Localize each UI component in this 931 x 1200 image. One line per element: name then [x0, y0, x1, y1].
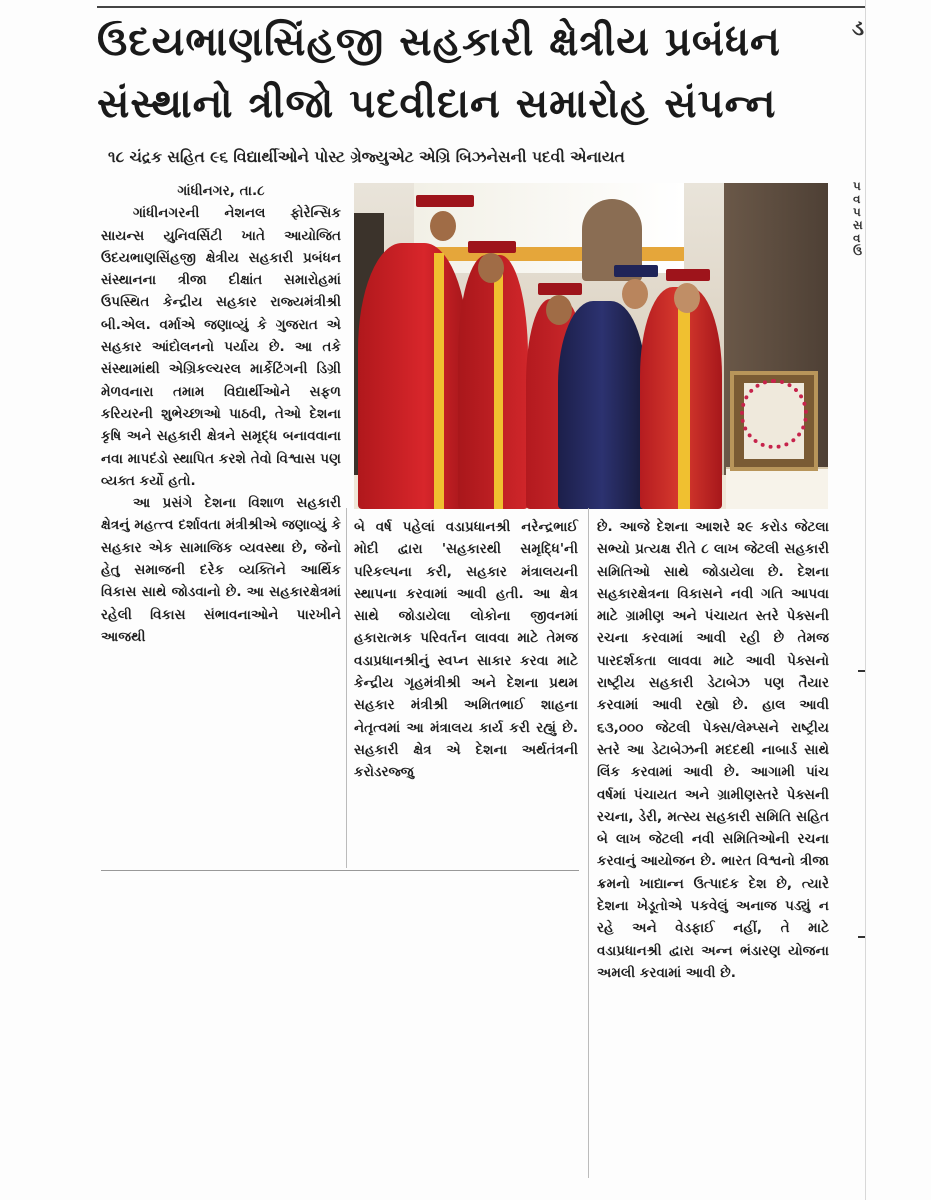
article-column-2: [354, 516, 578, 784]
margin-dash-1: [858, 670, 865, 672]
column-divider-1: [346, 508, 347, 868]
face-1: [430, 211, 456, 241]
column-bottom-rule: [101, 870, 579, 871]
article-column-3: [597, 516, 829, 984]
photo-table: [726, 467, 828, 509]
face-3: [546, 295, 572, 325]
cap-icon-3: [538, 283, 582, 295]
cap-icon-1: [416, 195, 474, 207]
cap-icon-2: [468, 241, 516, 253]
garland-icon: [740, 379, 808, 449]
face-4: [622, 279, 648, 309]
margin-dash-2: [858, 936, 865, 938]
column-divider-2: [588, 508, 589, 1178]
headline-line-1: ઉદયભાણસિંહજી સહકારી ક્ષેત્રીય પ્રબંધન: [97, 19, 781, 65]
photo-frame-icon: [730, 371, 818, 471]
person-robe-2: [458, 255, 528, 509]
person-robe-4: [558, 301, 646, 509]
headline-line-2: સંસ્થાનો ત્રીજો પદવીદાન સમારોહ સંપન્ન: [97, 81, 777, 127]
margin-glyph: ડ: [852, 16, 865, 41]
paragraph-3: બે વર્ષ પહેલાં વડાપ્રધાનશ્રી નરેન્દ્રભાઈ મોદી દ્વારા 'સહકારથી સમૃદ્ધિ'ની પરિકલ્પના કરી, સહકાર મંત્રાલયની સ્થાપના કરવામાં આવી હતી. આ ક્ષેત્ર સાથે જોડાયેલા લોકોના જીવનમાં હકારાત્મક પરિવર્તન લાવવા માટે તેમજ વડાપ્રધાનશ્રીનું સ્વપ્ન સાકાર કરવા માટે કેન્દ્રીય ગૃહમંત્રીશ્રી અને દેશના પ્રથમ સહકાર મંત્રીશ્રી અમિતભાઈ શાહના નેતૃત્વમાં આ મંત્રાલય કાર્ય કરી રહ્યું છે. સહકારી ક્ષેત્ર એ દેશના અર્થતંત્રની કરોડરજ્જુ: [354, 519, 578, 781]
face-5: [674, 283, 700, 313]
paragraph-4: છે. આજે દેશના આશરે ૨૯ કરોડ જેટલા સભ્યો પ્રત્યક્ષ રીતે ૮ લાખ જેટલી સહકારી સમિતિઓ સાથે જોડાયેલા છે. દેશના સહકારક્ષેત્રના વિકાસને નવી ગતિ આપવા માટે ગ્રામીણ અને પંચાયત સ્તરે પેક્સની રચના કરવામાં આવી રહી છે તેમજ પારદર્શકતા લાવવા માટે આવી પેક્સનો રાષ્ટ્રીય સહકારી ડેટાબેઝ પણ તૈયાર કરવામાં આવી રહ્યો છે. હાલ આવી ૬૩,૦૦૦ જેટલી પેક્સ/લેમ્પ્સને રાષ્ટ્રીય સ્તરે આ ડેટાબેઝની મદદથી નાબાર્ડ સાથે લિંક કરવામાં આવી છે. આગામી પાંચ વર્ષમાં પંચાયત અને ગ્રામીણસ્તરે પેક્સની રચના, ડેરી, મત્સ્ય સહકારી સમિતિ સહિત બે લાખ જેટલી નવી સમિતિઓની રચના કરવાનું આયોજન છે. ભારત વિશ્વનો ત્રીજા ક્રમનો ખાદ્યાન્ન ઉત્પાદક દેશ છે, ત્યારે દેશના ખેડૂતોએ પકવેલું અનાજ પડ્યું ન રહે અને વેડફાઈ નહીં, તે માટે વડાપ્રધાનશ્રી દ્વારા અન્ન ભંડારણ યોજના અમલી કરવામાં આવી છે.: [597, 519, 829, 981]
robe-sash-2: [494, 263, 503, 509]
cap-icon-4: [614, 265, 658, 277]
paragraph-2: આ પ્રસંગે દેશના વિશાળ સહકારી ક્ષેત્રનું મહત્ત્વ દર્શાવતા મંત્રીશ્રીએ જણાવ્યું કે સહકાર એક સામાજિક વ્યવસ્થા છે, જેનો હેતુ સમાજની દરેક વ્યક્તિને આર્થિક વિકાસ સાથે જોડવાનો છે. આ સહકારક્ષેત્રમાં રહેલી વિકાસ સંભાવનાઓને પારખીને આજથી: [101, 495, 341, 645]
ceremony-photo: [354, 183, 828, 509]
subheadline: ૧૮ ચંદ્રક સહિત ૯૬ વિદ્યાર્થીઓને પોસ્ટ ગ્રેજ્યુએટ એગ્રિ બિઝનેસની પદવી એનાયત: [108, 148, 625, 166]
robe-sash-3: [678, 295, 690, 509]
paragraph-1: ગાંધીનગરની નેશનલ ફોરેન્સિક સાયન્સ યુનિવર્સિટી ખાતે આયોજિત ઉદયભાણસિંહજી ક્ષેત્રીય સહકારી પ્રબંધન સંસ્થાનના ત્રીજા દીક્ષાંત સમારોહમાં ઉપસ્થિત કેન્દ્રીય સહકાર રાજ્યમંત્રીશ્રી બી.એલ. વર્માએ જણાવ્યું કે ગુજરાત એ સહકાર આંદોલનનો પર્યાય છે. આ તકે સંસ્થામાંથી એગ્રિકલ્ચરલ માર્કેટિંગની ડિગ્રી મેળવનારા તમામ વિદ્યાર્થીઓને સફળ કરિયરની શુભેચ્છાઓ પાઠવી, તેઓ દેશના કૃષિ અને સહકારી ક્ષેત્રને સમૃદ્ધ બનાવવાના નવા માપદંડો સ્થાપિત કરશે તેવો વિશ્વાસ પણ વ્યક્ત કર્યો હતો.: [101, 205, 341, 489]
person-robe-1: [358, 243, 468, 509]
top-rule: [97, 6, 865, 8]
photo-banner-stripe: [414, 247, 684, 261]
margin-column-text: પ વ પ સ વ ઉ: [853, 180, 863, 258]
cap-icon-5: [666, 269, 710, 281]
article-column-1: [101, 180, 341, 648]
face-2: [478, 253, 504, 283]
dateline: ગાંધીનગર, તા.૮: [177, 183, 265, 199]
robe-sash-1: [434, 253, 444, 509]
